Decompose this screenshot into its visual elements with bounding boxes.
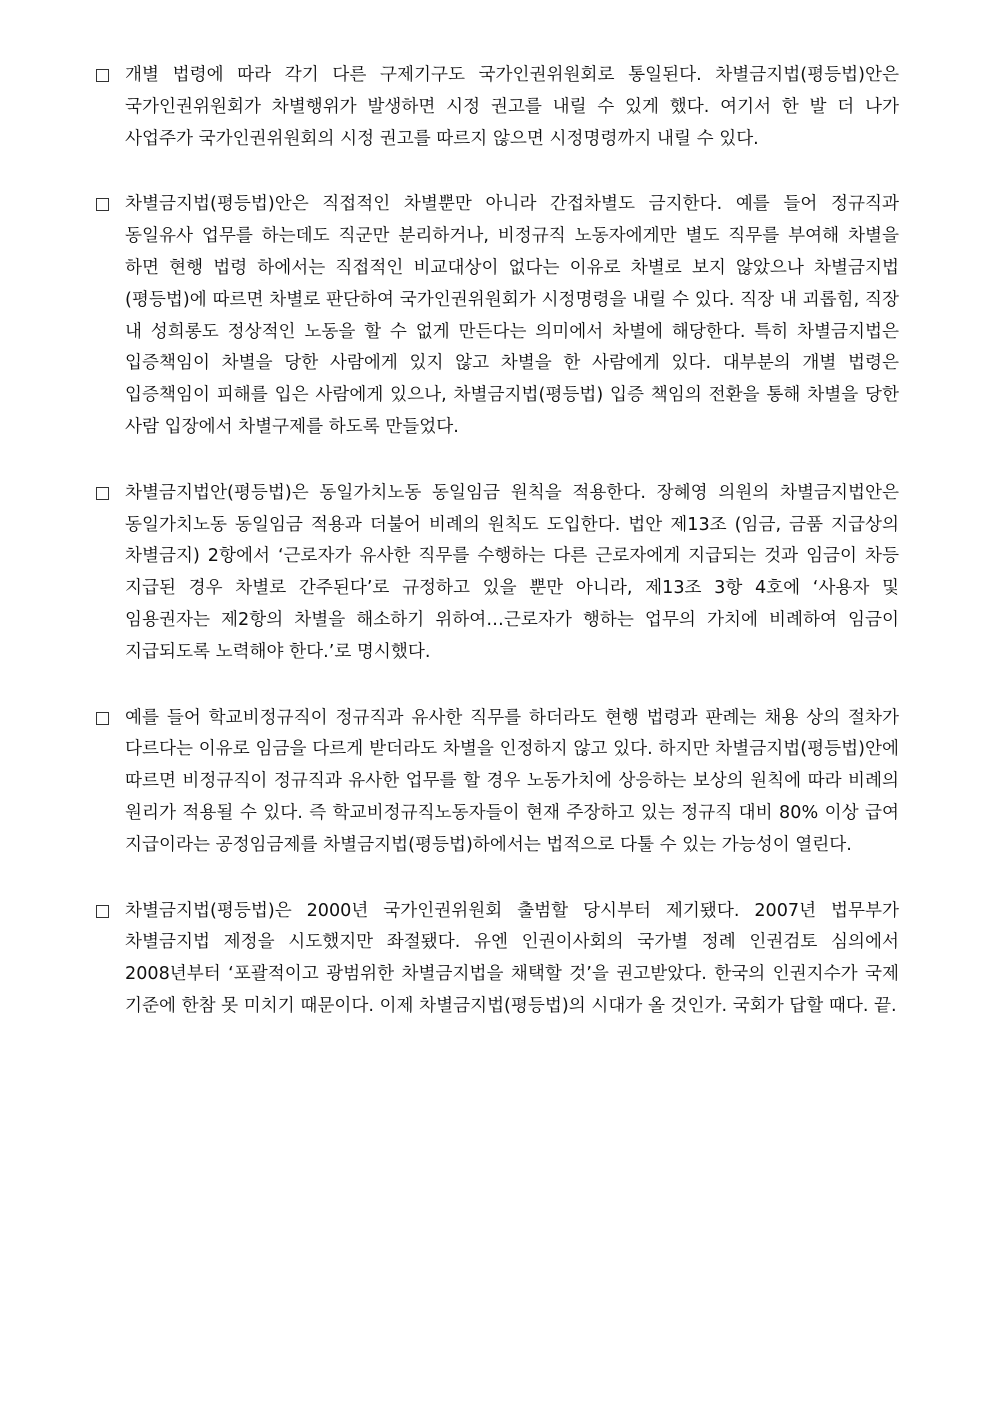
empty-square-icon [96, 905, 109, 918]
empty-square-icon [96, 69, 109, 82]
paragraph-4 [93, 703, 899, 862]
paragraph-text: 차별금지법(평등법)안은 직접적인 차별뿐만 아니라 간접차별도 금지한다. 예를 들어 정규직과 동일유사 업무를 하는데도 직군만 분리하거나, 비정규직 노동자에게만 별도 직무를 부여해 차별을 하면 현행 법령 하에서는 직접적인 비교대상이 없다는 이유로 차별로 보지 않았으나 차별금지법(평등법)에 따르면 차별로 판단하여 국가인권위원회가 시정명령을 내릴 수 있다. 직장 내 괴롭힘, 직장 내 성희롱도 정상적인 노동을 할 수 없게 만든다는 의미에서 차별에 해당한다. 특히 차별금지법은 입증책임이 차별을 당한 사람에게 있지 않고 차별을 한 사람에게 있다. 대부분의 개별 법령은 입증책임이 피해를 입은 사람에게 있으나, 차별금지법(평등법) 입증 책임의 전환을 통해 차별을 당한 사람 입장에서 차별구제를 하도록 만들었다. [125, 194, 899, 437]
paragraph-2 [93, 189, 899, 443]
paragraph-5 [93, 896, 899, 1023]
paragraph-1 [93, 60, 899, 155]
empty-square-icon [96, 487, 109, 500]
paragraph-text: 차별금지법안(평등법)은 동일가치노동 동일임금 원칙을 적용한다. 장혜영 의원의 차별금지법안은 동일가치노동 동일임금 적용과 더불어 비례의 원칙도 도입한다. 법안 제13조 (임금, 금품 지급상의 차별금지) 2항에서 ‘근로자가 유사한 직무를 수행하는 다른 근로자에게 지급되는 것과 임금이 차등 지급된 경우 차별로 간주된다’로 규정하고 있을 뿐만 아니라, 제13조 3항 4호에 ‘사용자 및 임용권자는 제2항의 차별을 해소하기 위하여…근로자가 행하는 업무의 가치에 비례하여 임금이 지급되도록 노력해야 한다.’로 명시했다. [125, 482, 899, 662]
paragraph-3 [93, 478, 899, 669]
paragraph-text: 예를 들어 학교비정규직이 정규직과 유사한 직무를 하더라도 현행 법령과 판례는 채용 상의 절차가 다르다는 이유로 임금을 다르게 받더라도 차별을 인정하지 않고 있다. 하지만 차별금지법(평등법)안에 따르면 비정규직이 정규직과 유사한 업무를 할 경우 노동가치에 상응하는 보상의 원칙에 따라 비례의 원리가 적용될 수 있다. 즉 학교비정규직노동자들이 현재 주장하고 있는 정규직 대비 80% 이상 급여 지급이라는 공정임금제를 차별금지법(평등법)하에서는 법적으로 다툴 수 있는 가능성이 열린다. [125, 707, 899, 855]
empty-square-icon [96, 198, 109, 211]
paragraph-text: 차별금지법(평등법)은 2000년 국가인권위원회 출범할 당시부터 제기됐다. 2007년 법무부가 차별금지법 제정을 시도했지만 좌절됐다. 유엔 인권이사회의 국가별 정례 인권검토 심의에서 2008년부터 ‘포괄적이고 광범위한 차별금지법을 채택할 것’을 권고받았다. 한국의 인권지수가 국제 기준에 한참 못 미치기 때문이다. 이제 차별금지법(평등법)의 시대가 올 것인가. 국회가 답할 때다. 끝. [125, 900, 899, 1016]
paragraph-text: 개별 법령에 따라 각기 다른 구제기구도 국가인권위원회로 통일된다. 차별금지법(평등법)안은 국가인권위원회가 차별행위가 발생하면 시정 권고를 내릴 수 있게 했다. 여기서 한 발 더 나가 사업주가 국가인권위원회의 시정 권고를 따르지 않으면 시정명령까지 내릴 수 있다. [125, 65, 899, 149]
empty-square-icon [96, 712, 109, 725]
document-body [93, 60, 899, 1057]
